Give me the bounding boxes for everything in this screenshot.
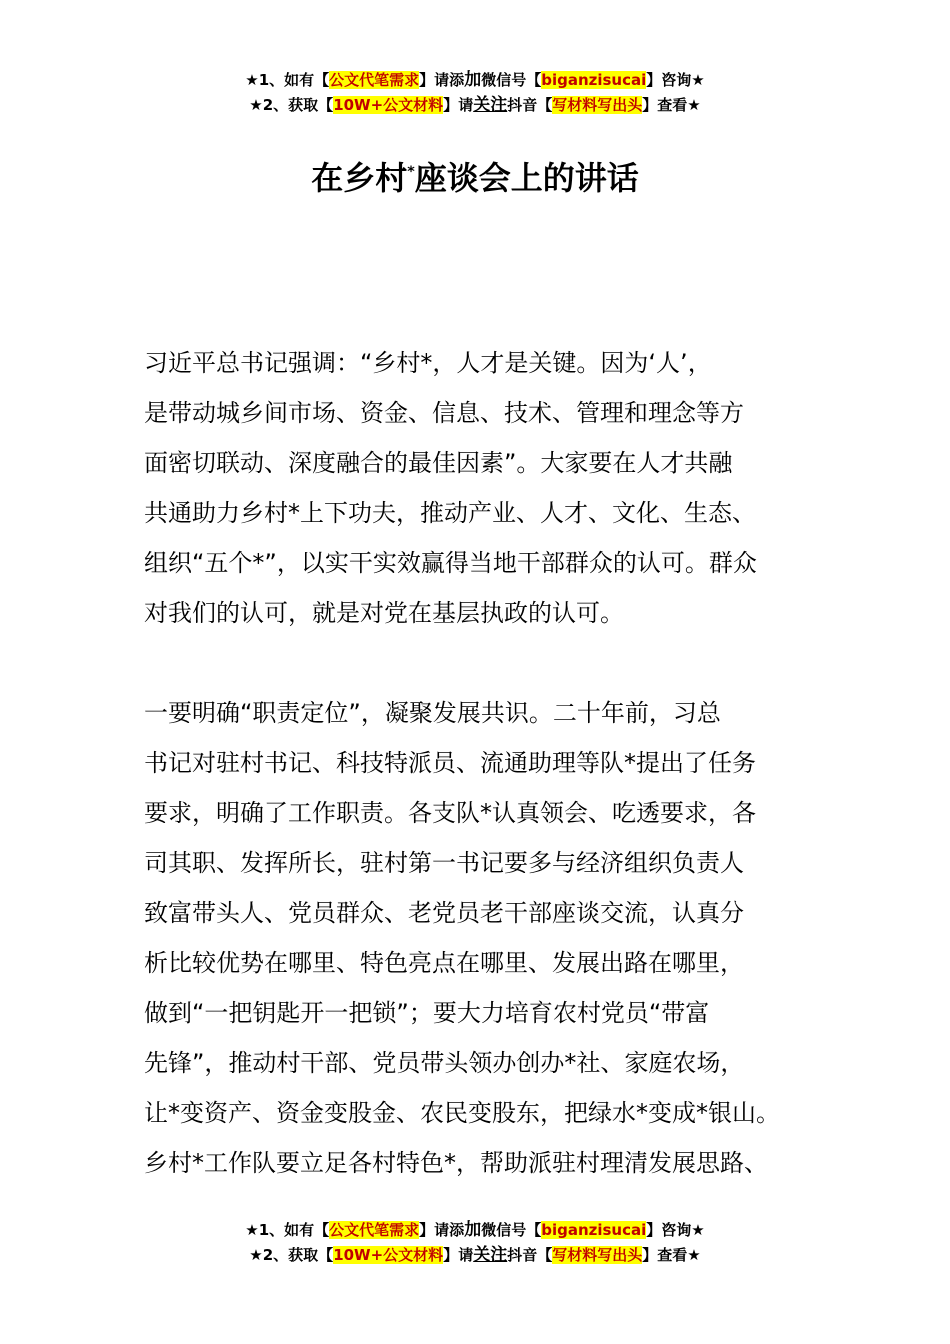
text-line: 是带动城乡间市场、资金、信息、技术、管理和理念等方 (144, 399, 744, 427)
douyin-account: 写材料写出头 (552, 96, 643, 114)
text-line: 面密切联动、深度融合的最佳因素”。大家要在人才共融 (144, 449, 733, 477)
wechat-id: biganzisucai (541, 1221, 647, 1239)
text-line: 析比较优势在哪里、特色亮点在哪里、发展出路在哪里， (144, 949, 744, 977)
text-line: 一要明确“职责定位”，凝聚发展共识。二十年前，习总 (144, 699, 721, 727)
text-line: 书记对驻村书记、科技特派员、流通助理等队*提出了任务 (144, 749, 756, 777)
header-banner (0, 68, 950, 118)
text-line: 做到“一把钥匙开一把锁”；要大力培育农村党员“带富 (144, 999, 710, 1027)
douyin-account: 写材料写出头 (552, 1246, 643, 1264)
banner-highlight: 10W+公文材料 (333, 1246, 444, 1264)
text-line: 先锋”，推动村干部、党员带头领办创办*社、家庭农场， (144, 1049, 745, 1077)
paragraph-2 (144, 688, 834, 1188)
banner-highlight: 10W+公文材料 (333, 96, 444, 114)
text-line: 司其职、发挥所长，驻村第一书记要多与经济组织负责人 (144, 849, 744, 877)
text-line: 共通助力乡村*上下功夫，推动产业、人才、文化、生态、 (144, 499, 756, 527)
banner-line-1: ★1、如有【公文代笔需求】请添加微信号【biganzisucai】咨询★ (245, 1220, 705, 1240)
text-line: 对我们的认可，就是对党在基层执政的认可。 (144, 599, 624, 627)
banner-line-2: ★2、获取【10W+公文材料】请关注抖音【写材料写出头】查看★ (249, 1245, 701, 1265)
text-line: 让*变资产、资金变股金、农民变股东，把绿水*变成*银山。 (144, 1099, 780, 1127)
paragraph-1 (144, 338, 834, 638)
footer-banner (0, 1218, 950, 1268)
document-body (144, 338, 834, 1238)
banner-line-1: ★1、如有【公文代笔需求】请添加微信号【biganzisucai】咨询★ (245, 70, 705, 90)
banner-line-2: ★2、获取【10W+公文材料】请关注抖音【写材料写出头】查看★ (249, 95, 701, 115)
wechat-id: biganzisucai (541, 71, 647, 89)
text-line: 要求，明确了工作职责。各支队*认真领会、吃透要求，各 (144, 799, 756, 827)
banner-highlight: 公文代笔需求 (329, 71, 420, 89)
text-line: 组织“五个*”，以实干实效赢得当地干部群众的认可。群众 (144, 549, 757, 577)
text-line: 乡村*工作队要立足各村特色*，帮助派驻村理清发展思路、 (144, 1149, 768, 1177)
document-title: 在乡村*座谈会上的讲话 (311, 158, 639, 197)
text-line: 致富带头人、党员群众、老党员老干部座谈交流，认真分 (144, 899, 744, 927)
banner-highlight: 公文代笔需求 (329, 1221, 420, 1239)
text-line: 习近平总书记强调：“乡村*，人才是关键。因为‘人’， (144, 349, 712, 377)
